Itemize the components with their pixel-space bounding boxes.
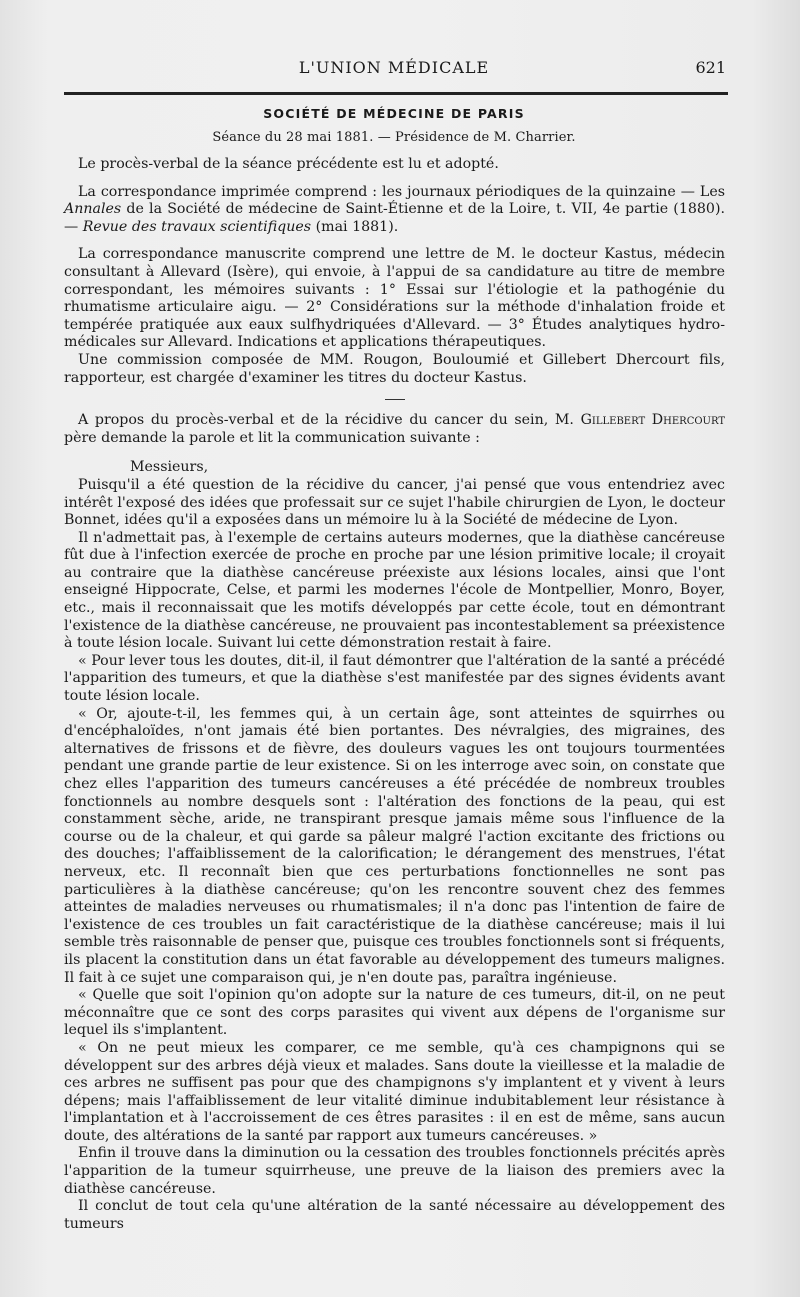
paragraph-handwritten-correspondence: La correspondance manuscrite comprend une lettre de M. le docteur Kastus, médecin consultant à Allevard (Isère), qui envoie, à l'appui de sa candidature au titre de membre correspondant, les mémoires suivants : 1° Essai sur l'étiologie et la pathogénie du rhumatisme articulaire aigu. — 2° Considérations sur la méthode d'inhalation froide et tempérée pratiquée aux eaux sulfhydriquées d'Allevard. — 3° Études analytiques hydro-médicales sur Allevard. Indications et applications thérapeutiques. [64,246,725,351]
paragraph-commission: Une commission composée de MM. Rougon, Bouloumié et Gillebert Dhercourt fils, rapporteur, est chargée d'examiner les titres du docteur Kastus. [64,351,725,386]
paragraph: « Pour lever tous les doutes, dit-il, il faut démontrer que l'altération de la santé a précédé l'apparition des tumeurs, et que la diathèse s'est manifestée par des signes évidents avant toute lésion locale. [64,652,725,705]
italic-title: Annales [64,201,122,218]
paragraph: « On ne peut mieux les comparer, ce me semble, qu'à ces champignons qui se développent sur des arbres déjà vieux et malades. Sans doute la vieillesse et la maladie de ces arbres ne suffisent pas pour que des champignons s'y implantent et y vivent à leurs dépens; mais l'affaiblissement de leur vitalité diminue indubitablement leur résistance à l'implantation et à l'accroissement de ces êtres parasites : il en est de même, sans aucun doute, des altérations de la santé par rapport aux tumeurs cancéreuses. » [64,1039,725,1144]
text-span: père demande la parole et lit la communication suivante : [64,429,480,446]
paragraph: Puisqu'il a été question de la récidive du cancer, j'ai pensé que vous entendriez avec intérêt l'exposé des idées que professait sur ce sujet l'habile chirurgien de Lyon, le docteur Bonnet, idées qu'il a exposées dans un mémoire lu à la Société de médecine de Lyon. [64,476,725,529]
text-span: de la Société de médecine de Saint-Étienne et de la Loire, t. VII, 4e partie (1880).— [64,201,725,235]
session-line: Séance du 28 mai 1881. — Présidence de M. Charrier. [212,130,576,145]
header-rule [64,92,728,95]
section-title: SOCIÉTÉ DE MÉDECINE DE PARIS [263,106,525,121]
text-span: La correspondance imprimée comprend : les journaux périodiques de la quinzaine — Les [78,183,725,200]
salutation: Messieurs, [130,459,209,476]
paragraph: Il conclut de tout cela qu'une altération de la santé nécessaire au développement des tumeurs [64,1198,725,1232]
paragraph: « Quelle que soit l'opinion qu'on adopte sur la nature de ces tumeurs, dit-il, on ne peut méconnaître que ce sont des corps parasites qui vivent aux dépens de l'organisme sur lequel ils s'implantent. [64,987,725,1039]
paragraph: Enfin il trouve dans la diminution ou la cessation des troubles fonctionnels précités après l'apparition de la tumeur squirrheuse, une preuve de la liaison des premiers avec la diathèse cancéreuse. [64,1145,725,1197]
paragraph: « Or, ajoute-t-il, les femmes qui, à un certain âge, sont atteintes de squirrhes ou d'encéphaloïdes, n'ont jamais été bien portantes. Des névralgies, des migraines, des alternatives de frissons et de fièvre, des douleurs vagues les ont toujours tourmentées pendant une grande partie de leur existence. Si on les interroge avec soin, on constate que chez elles l'apparition des tumeurs cancéreuses a été précédée de nombreux troubles fonctionnels au nombre desquels sont : l'altération des fonctions de la peau, qui est constamment sèche, aride, ne transpirant presque jamais même sous l'influence de la course ou de la chaleur, et qui garde sa pâleur malgré l'action excitante des frictions ou des douches; l'affaiblissement de la calorification; le dérangement des menstrues, l'état nerveux, etc. Il reconnaît bien que ces perturbations fonctionnelles ne sont pas particulières à la diathèse cancéreuse; qu'on les rencontre souvent chez des femmes atteintes de maladies nerveuses ou rhumatismales; il n'a donc pas l'intention de faire de l'existence de ces troubles un fait caractéristique de la diathèse cancéreuse; mais il lui semble très raisonnable de penser que, puisque ces troubles fonctionnels sont si fréquents, ils placent la constitution dans un état favorable au développement des tumeurs malignes. Il fait à ce sujet une comparaison qui, je n'en doute pas, paraîtra ingénieuse. [64,705,725,986]
separator-dash [385,399,405,408]
paragraph-printed-correspondence [64,184,725,237]
text-span: (mai 1881). [311,218,399,235]
article-body [64,156,725,1233]
running-title: L'UNION MÉDICALE [298,58,490,77]
text-span: A propos du procès-verbal et de la récidive du cancer du sein, M. [78,412,581,429]
paragraph: Il n'admettait pas, à l'exemple de certains auteurs modernes, que la diathèse cancéreuse fût due à l'infection exercée de proche en proche par une lésion primitive locale; il croyait au contraire que la diathèse cancéreuse préexiste aux lésions locales, ainsi que l'ont enseigné Hippocrate, Celse, et parmi les modernes l'école de Montpellier, Monro, Boyer, etc., mais il reconnaissait que les motifs développés par cette école, tout en démontrant l'existence de la diathèse cancéreuse, ne prouvaient pas incontestablement sa préexistence à toute lésion locale. Suivant lui cette démonstration restait à faire. [64,529,725,652]
paragraph-minutes: Le procès-verbal de la séance précédente est lu et adopté. [78,156,499,172]
page-number: 621 [695,58,726,77]
speaker-name: Gillebert Dhercourt [580,412,725,429]
page-header [62,58,726,82]
italic-title: Revue des travaux scientifiques [82,218,312,235]
paragraph-intro-communication [64,412,725,447]
